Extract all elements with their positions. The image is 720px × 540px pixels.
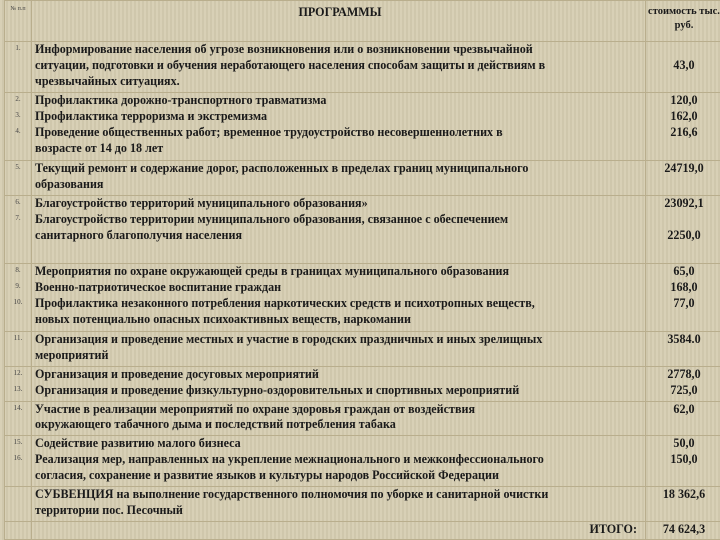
program-line: Организация и проведение досуговых мероприятий: [35, 366, 319, 381]
programs-table: [4, 0, 720, 540]
row-number: [5, 228, 31, 244]
cost-value: 216,6: [670, 124, 698, 139]
cost-cell: [646, 264, 720, 332]
table-row: [5, 196, 720, 264]
header-cost: стоимость тыс. руб.: [646, 1, 720, 42]
cost-value: 2778,0: [667, 366, 701, 381]
program-line: мероприятий: [35, 348, 109, 363]
cost-cell: [646, 93, 720, 161]
cost-value: [646, 312, 720, 328]
cost-value: [646, 74, 720, 90]
program-cell: [32, 366, 646, 401]
cost-value: [646, 177, 720, 193]
program-line: Военно-патриотическое воспитание граждан: [35, 280, 282, 294]
program-line: Профилактика терроризма и экстремизма: [35, 109, 268, 124]
row-number: 11.: [13, 334, 23, 343]
program-cell: [32, 264, 646, 332]
program-line: возрасте от 14 до 18 лет: [35, 140, 164, 155]
total-row: [5, 522, 720, 540]
table-row: [5, 436, 720, 487]
cost-cell: [646, 332, 720, 367]
cost-value: [646, 212, 720, 228]
program-line: Информирование населения об угрозе возникновения или о возникновении чрезвычайной: [35, 42, 533, 56]
table-row: [5, 42, 720, 93]
row-number: [5, 487, 31, 503]
row-number-cell: [5, 487, 32, 522]
cost-cell: [646, 42, 720, 93]
cost-cell: [646, 161, 720, 196]
table-row: [5, 332, 720, 367]
program-line: согласия, сохранение и развитие языков и культуры народов Российской Федерации: [35, 467, 499, 482]
cost-value: 23092,1: [664, 196, 704, 211]
row-number: 6.: [15, 198, 21, 207]
cost-cell: [646, 401, 720, 436]
program-line: Мероприятия по охране окружающей среды в границах муниципального образования: [35, 264, 510, 279]
row-number: 9.: [15, 282, 21, 290]
program-line: Участие в реализации мероприятий по охране здоровья граждан от воздействия: [35, 401, 475, 416]
cost-value: 77,0: [673, 295, 695, 310]
row-number: 2.: [15, 95, 21, 104]
program-line: Профилактика дорожно-транспортного травматизма: [35, 93, 327, 108]
row-number: [5, 243, 31, 259]
row-number: 4.: [15, 126, 21, 135]
row-number: 1.: [15, 44, 21, 52]
program-line: Организация и проведение местных и участие в городских праздничных и иных зрелищных: [35, 332, 543, 347]
program-cell: [32, 332, 646, 367]
cost-value: 725,0: [670, 382, 698, 397]
cost-cell: [646, 366, 720, 401]
program-line: новых потенциально опасных психоактивных веществ, наркомании: [35, 311, 411, 326]
row-number: 5.: [15, 163, 21, 172]
cost-value: 120,0: [670, 93, 698, 108]
cost-value: 65,0: [673, 264, 695, 279]
program-line: Благоустройство территорий муниципального образования»: [35, 196, 368, 211]
cost-value: 3584.0: [667, 332, 701, 347]
program-line: Содействие развитию малого бизнеса: [35, 436, 241, 451]
program-cell: [32, 401, 646, 436]
program-line: Реализация мер, направленных на укрепление межнационального и межконфессионального: [35, 451, 544, 466]
cost-cell: [646, 436, 720, 487]
program-line: Текущий ремонт и содержание дорог, расположенных в пределах границ муниципального: [35, 161, 529, 176]
row-number-cell: [5, 332, 32, 367]
total-num-cell: [5, 522, 32, 540]
row-number: 15.: [13, 438, 23, 447]
cost-value: 168,0: [670, 280, 698, 294]
row-number-cell: [5, 264, 32, 332]
row-number-cell: [5, 161, 32, 196]
row-number-cell: [5, 93, 32, 161]
program-line: образования: [35, 177, 104, 192]
program-line: Благоустройство территории муниципального образования, связанное с обеспечением: [35, 211, 509, 226]
table-row: [5, 264, 720, 332]
program-cell: [32, 436, 646, 487]
program-line: Профилактика незаконного потребления наркотических средств и психотропных веществ,: [35, 295, 535, 310]
cost-value: [646, 42, 720, 58]
cost-value: 2250,0: [667, 227, 701, 242]
row-number: 10.: [13, 297, 23, 306]
program-cell: [32, 93, 646, 161]
cost-value: 162,0: [670, 109, 698, 124]
cost-value: [646, 141, 720, 157]
cost-cell: [646, 196, 720, 264]
program-line: СУБВЕНЦИЯ на выполнение государственного полномочия по уборке и санитарной очистки: [35, 487, 549, 502]
program-line: Проведение общественных работ; временное трудоустройство несовершеннолетних в: [35, 124, 503, 139]
total-label: ИТОГО:: [32, 522, 646, 540]
row-number-cell: [5, 401, 32, 436]
cost-value: 18 362,6: [662, 487, 706, 502]
row-number: 12.: [13, 368, 23, 377]
cost-value: 43,0: [673, 57, 695, 72]
cost-value: 150,0: [670, 451, 698, 466]
row-number: 8.: [15, 266, 21, 275]
row-number: 13.: [13, 384, 23, 393]
cost-value: 24719,0: [664, 161, 704, 176]
cost-value: [646, 348, 720, 364]
program-cell: [32, 196, 646, 264]
program-cell: [32, 42, 646, 93]
row-number: 14.: [13, 403, 23, 412]
table-row: [5, 161, 720, 196]
row-number: 3.: [15, 111, 21, 120]
cost-cell: [646, 487, 720, 522]
program-cell: [32, 487, 646, 522]
header-programs: ПРОГРАММЫ: [32, 1, 646, 42]
row-number-cell: [5, 196, 32, 264]
row-number: 16.: [13, 453, 23, 462]
program-line: территории пос. Песочный: [35, 503, 183, 518]
cost-value: 62,0: [673, 401, 695, 416]
row-number-cell: [5, 366, 32, 401]
cost-value: [646, 417, 720, 433]
total-value: 74 624,3: [646, 522, 720, 540]
cost-value: [646, 468, 720, 484]
cost-value: [646, 503, 720, 519]
program-line: ситуации, подготовки и обучения неработающего населения способам защиты и действиям в: [35, 57, 546, 72]
table-row: [5, 401, 720, 436]
program-line: Организация и проведение физкультурно-оздоровительных и спортивных мероприятий: [35, 382, 520, 397]
row-number-cell: [5, 42, 32, 93]
row-number-cell: [5, 436, 32, 487]
row-number: 7.: [15, 213, 21, 222]
program-line: чрезвычайных ситуациях.: [35, 73, 180, 88]
program-cell: [32, 161, 646, 196]
table-row: [5, 366, 720, 401]
table-row: [5, 93, 720, 161]
table-row: [5, 487, 720, 522]
header-num: № п.п: [5, 1, 32, 42]
program-line: санитарного благополучия населения: [35, 227, 243, 242]
cost-value: 50,0: [673, 436, 695, 451]
program-line: окружающего табачного дыма и последствий потребления табака: [35, 417, 396, 432]
table-header-row: [5, 1, 720, 42]
